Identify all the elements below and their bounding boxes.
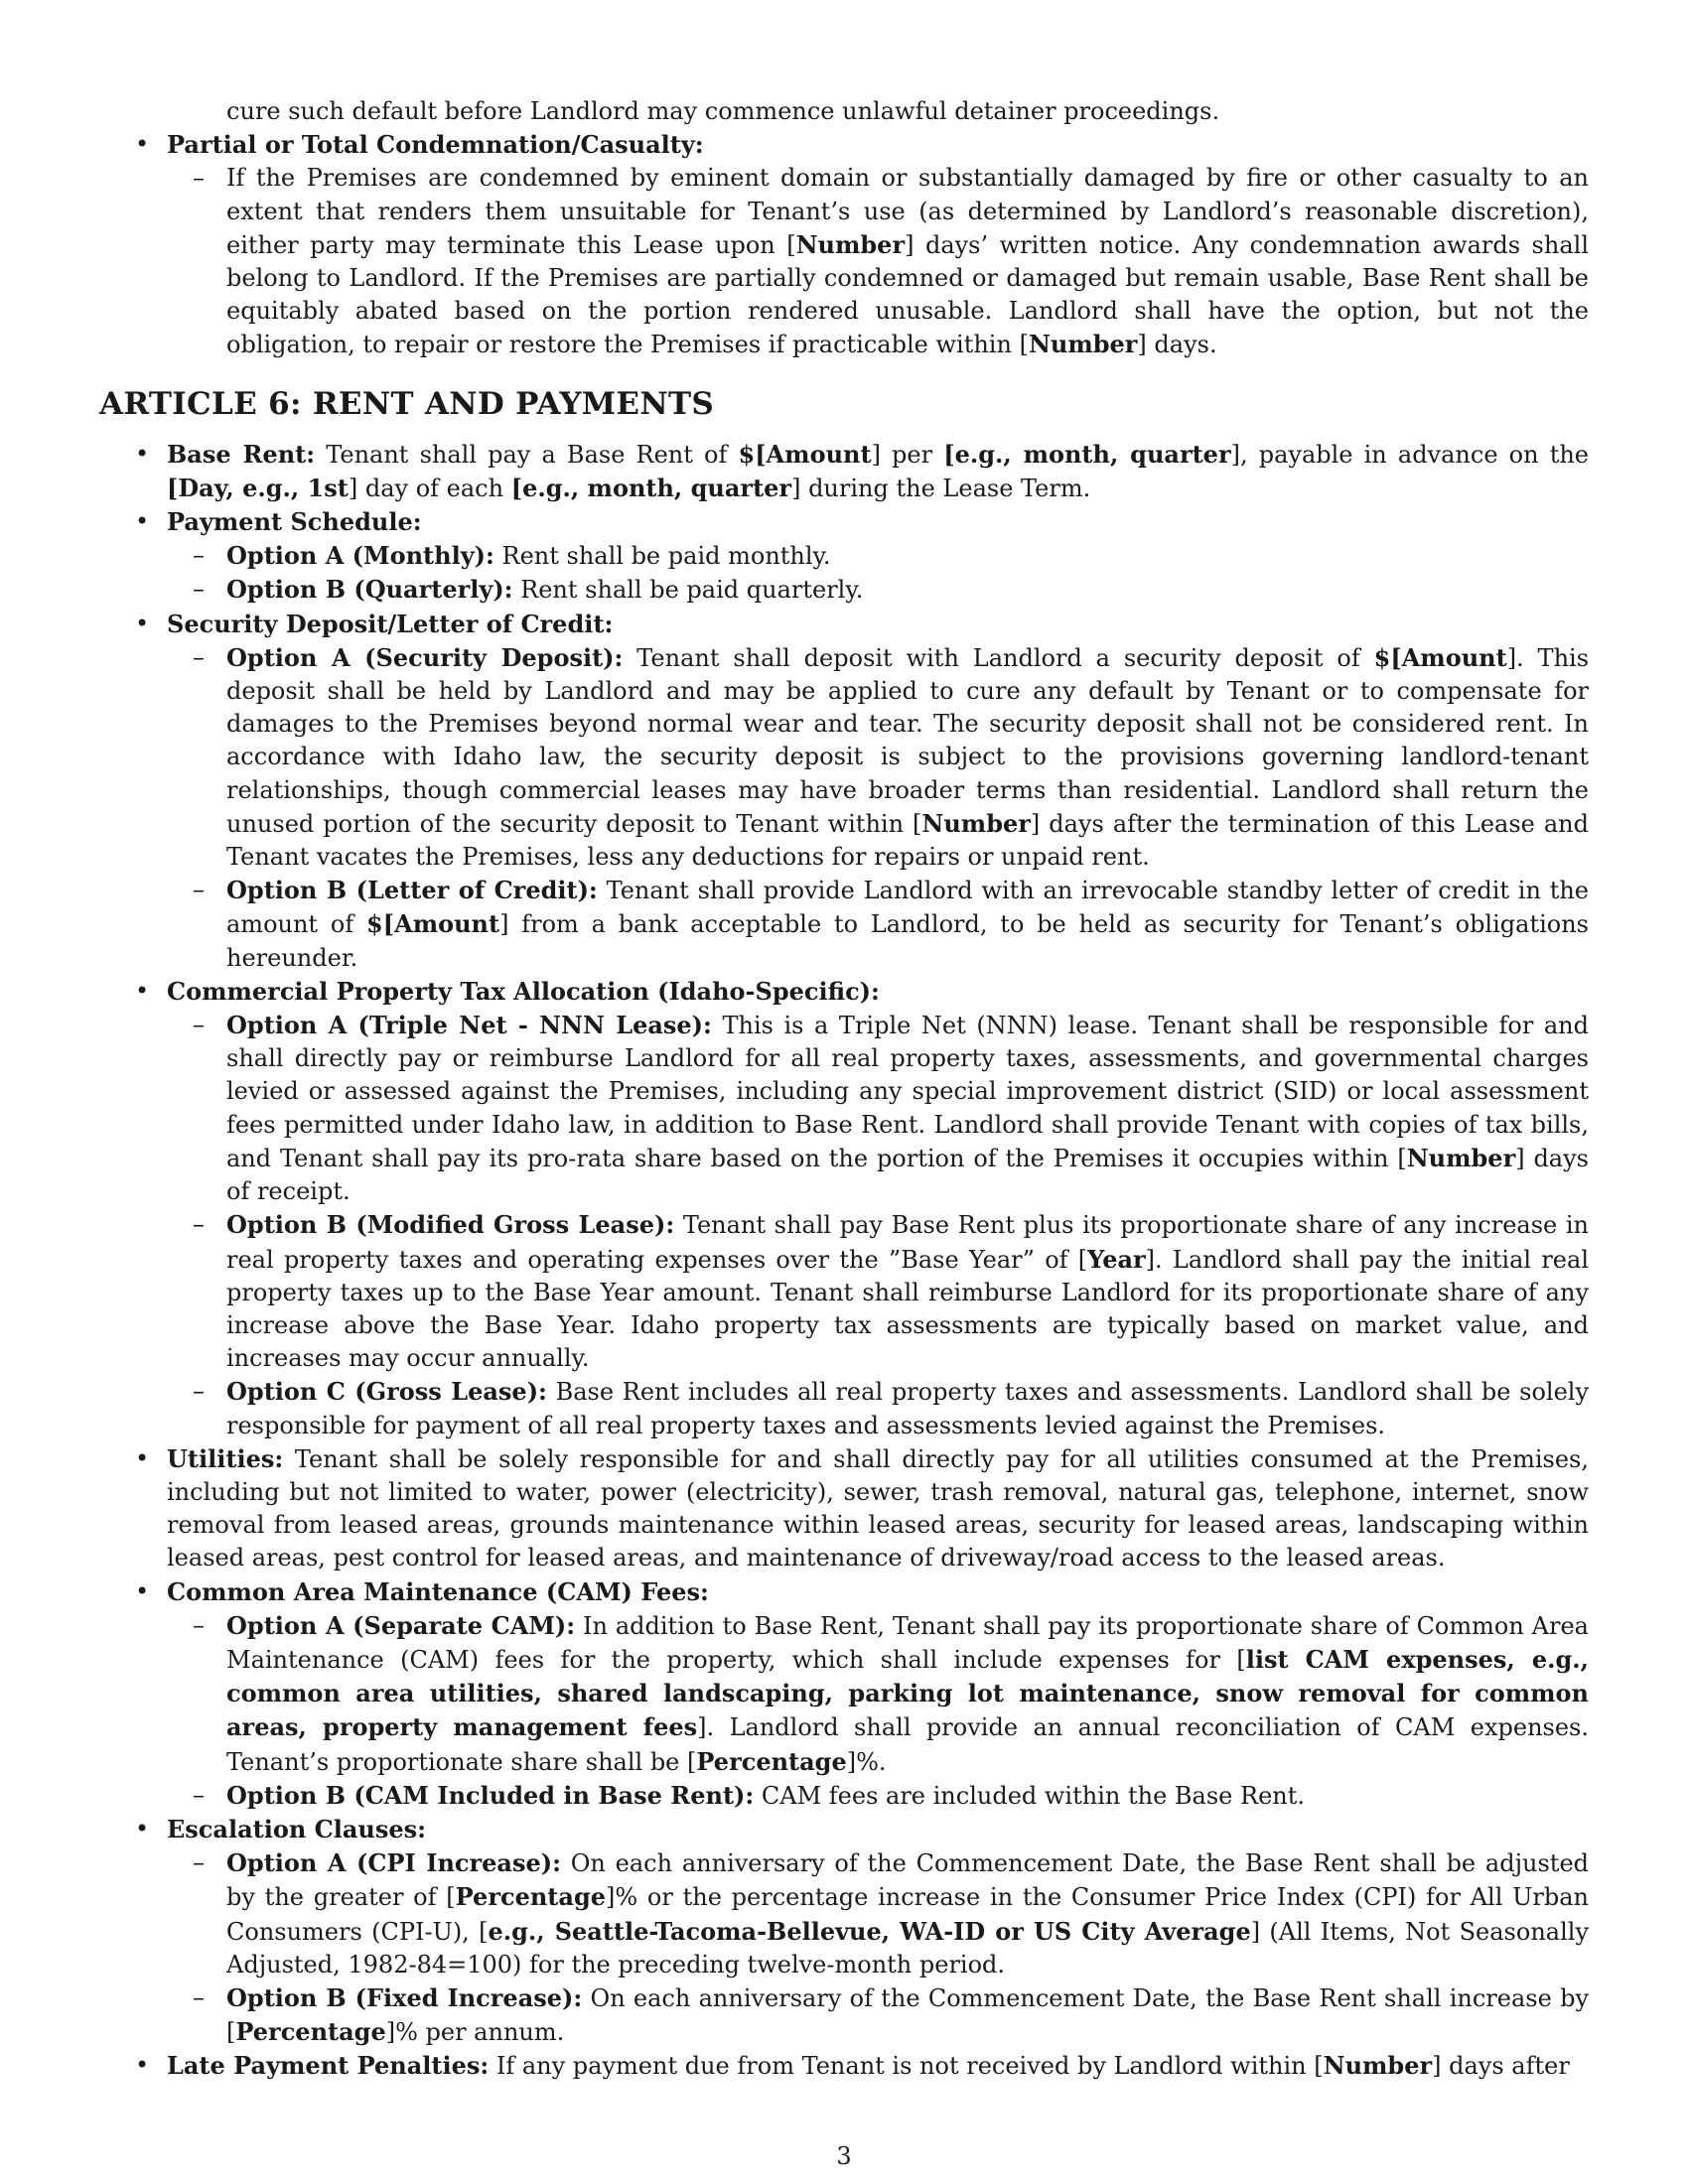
sub-item-text: Option C (Gross Lease): Base Rent includes all real property taxes and assessments. Landlord shall be solely responsible for payment of all real property taxes and assessments levied against the Premises. xyxy=(226,1377,1590,1439)
sub-item-text: Option A (CPI Increase): On each anniversary of the Commencement Date, the Base Rent shall be adjusted by the greater of [Percentage]% or the percentage increase in the Consumer Price Index (CPI) for All Urban Consumers (CPI-U), [e.g., Seattle-Tacoma-Bellevue, WA-ID or US City Average] (All Items, Not Seasonally Adjusted, 1982-84=100) for the preceding twelve-month period. xyxy=(226,1848,1590,1979)
sub-item-text: Option B (Letter of Credit): Tenant shall provide Landlord with an irrevocable standby letter of credit in the amount of $[Amount] from a bank acceptable to Landlord, to be held as security for Tenant’s obligations hereunder. xyxy=(226,876,1590,972)
sub-item-separate-cam xyxy=(193,1609,1589,1779)
item-heading: Escalation Clauses: xyxy=(167,1814,427,1843)
item-heading: Partial or Total Condemnation/Casualty: xyxy=(167,130,704,160)
article-heading: ARTICLE 6: RENT AND PAYMENTS xyxy=(99,385,715,422)
sub-item-cam-included xyxy=(193,1779,1589,1813)
sub-item-gross-lease xyxy=(193,1375,1589,1441)
sub-item-text: Option A (Monthly): Rent shall be paid monthly. xyxy=(226,541,831,571)
bullet-icon: • xyxy=(135,976,150,1005)
sub-item-text: Option B (Modified Gross Lease): Tenant shall pay Base Rent plus its proportionate share of any increase in real property taxes and operating expenses over the ”Base Year” of [Year]. Landlord shall pay the initial real property taxes up to the Base Year amount. Tenant shall reimburse Landlord for its proportionate share of any increase above the Base Year. Idaho property tax assessments are typically based on market value, and increases may occur annually. xyxy=(226,1210,1590,1373)
dash-icon: – xyxy=(193,1780,205,1809)
bullet-icon: • xyxy=(135,439,150,468)
dash-icon: – xyxy=(193,1848,205,1877)
list-item-condemnation xyxy=(135,128,1589,162)
sub-item-text: Option A (Separate CAM): In addition to Base Rent, Tenant shall pay its proportionate share of Common Area Maintenance (CAM) fees for the property, which shall include expenses for [list CAM expenses, e.g., common area utilities, shared landscaping, parking lot maintenance, snow removal for common areas, property management fees]. Landlord shall provide an annual reconciliation of CAM expenses. Tenant’s proportionate share shall be [Percentage]%. xyxy=(226,1610,1590,1776)
bullet-icon: • xyxy=(135,2051,150,2080)
sub-item-condemnation xyxy=(193,162,1589,361)
list-item-property-tax xyxy=(135,975,1589,1009)
sub-item-quarterly xyxy=(193,573,1589,607)
list-item-base-rent xyxy=(135,438,1589,505)
sub-item-text: Option A (Security Deposit): Tenant shall deposit with Landlord a security deposit of $[Amount]. This deposit shall be held by Landlord and may be applied to cure any default by Tenant or to compensate for damages to the Premises beyond normal wear and tear. The security deposit shall not be considered rent. In accordance with Idaho law, the security deposit is subject to the provisions governing landlord-tenant relationships, though commercial leases may have broader terms than residential. Landlord shall return the unused portion of the security deposit to Tenant within [Number] days after the termination of this Lease and Tenant vacates the Premises, less any deductions for repairs or unpaid rent. xyxy=(226,642,1590,872)
list-item-security-deposit xyxy=(135,608,1589,641)
sub-item-triple-net xyxy=(193,1009,1589,1208)
sub-item-text: If the Premises are condemned by eminent domain or substantially damaged by fire or other casualty to an extent that renders them unsuitable for Tenant’s use (as determined by Landlord’s reasonable discretion), either party may terminate this Lease upon [Number] days’ written notice. Any condemnation awards shall belong to Landlord. If the Premises are partially condemned or damaged but remain usable, Base Rent shall be equitably abated based on the portion rendered unusable. Landlord shall have the option, but not the obligation, to repair or restore the Premises if practicable within [Number] days. xyxy=(226,164,1589,359)
bullet-icon: • xyxy=(135,1814,150,1843)
sub-item-cpi-increase xyxy=(193,1846,1589,1981)
bullet-icon: • xyxy=(135,507,150,536)
list-item-cam-fees xyxy=(135,1575,1589,1609)
bullet-icon: • xyxy=(135,609,150,637)
dash-icon: – xyxy=(193,575,205,604)
item-text: Base Rent: Tenant shall pay a Base Rent of $[Amount] per [e.g., month, quarter], payable in advance on the [Day, e.g., 1st] day of each [e.g., month, quarter] during the Lease Term. xyxy=(167,439,1590,502)
item-heading: Payment Schedule: xyxy=(167,507,422,537)
dash-icon: – xyxy=(193,1011,205,1039)
page-number: 3 xyxy=(836,2142,852,2170)
sub-item-text: Option B (Quarterly): Rent shall be paid quarterly. xyxy=(226,575,864,605)
bullet-icon: • xyxy=(135,1576,150,1605)
dash-icon: – xyxy=(193,642,205,671)
dash-icon: – xyxy=(193,541,205,570)
item-heading: Common Area Maintenance (CAM) Fees: xyxy=(167,1576,709,1606)
dash-icon: – xyxy=(193,1377,205,1406)
sub-item-text: Option B (CAM Included in Base Rent): CAM fees are included within the Base Rent. xyxy=(226,1780,1306,1810)
dash-icon: – xyxy=(193,164,205,193)
dash-icon: – xyxy=(193,876,205,904)
continuation-text: cure such default before Landlord may commence unlawful detainer proceedings. xyxy=(226,97,1220,125)
item-heading: Commercial Property Tax Allocation (Idaho-Specific): xyxy=(167,976,880,1006)
list-item-escalation xyxy=(135,1813,1589,1846)
list-item-utilities xyxy=(135,1442,1589,1575)
item-text: Utilities: Tenant shall be solely responsible for and shall directly pay for all utilities consumed at the Premises, including but not limited to water, power (electricity), sewer, trash removal, natural gas, telephone, internet, snow removal from leased areas, grounds maintenance within leased areas, security for leased areas, landscaping within leased areas, pest control for leased areas, and maintenance of driveway/road access to the leased areas. xyxy=(167,1443,1589,1572)
sub-item-security-deposit xyxy=(193,641,1589,874)
sub-item-letter-of-credit xyxy=(193,874,1589,975)
dash-icon: – xyxy=(193,1982,205,2011)
item-text: Late Payment Penalties: If any payment due from Tenant is not received by Landlord within [Number] days after xyxy=(167,2051,1570,2081)
document-page xyxy=(99,95,1589,2084)
sub-item-fixed-increase xyxy=(193,1981,1589,2049)
sub-item-monthly xyxy=(193,539,1589,573)
list-item-late-payment xyxy=(135,2049,1589,2083)
sub-item-text: Option A (Triple Net - NNN Lease): This is a Triple Net (NNN) lease. Tenant shall be responsible for and shall directly pay or reimburse Landlord for all real property taxes, assessments, and governmental charges levied or assessed against the Premises, including any special improvement district (SID) or local assessment fees permitted under Idaho law, in addition to Base Rent. Landlord shall provide Tenant with copies of tax bills, and Tenant shall pay its pro-rata share based on the portion of the Premises it occupies within [Number] days of receipt. xyxy=(226,1011,1590,1206)
sub-item-modified-gross xyxy=(193,1208,1589,1375)
item-heading: Security Deposit/Letter of Credit: xyxy=(167,609,614,638)
dash-icon: – xyxy=(193,1610,205,1639)
bullet-icon: • xyxy=(135,130,150,159)
bullet-icon: • xyxy=(135,1443,150,1472)
sub-item-text: Option B (Fixed Increase): On each anniversary of the Commencement Date, the Base Rent shall increase by [Percentage]% per annum. xyxy=(226,1982,1589,2047)
dash-icon: – xyxy=(193,1210,205,1239)
list-item-payment-schedule xyxy=(135,505,1589,539)
